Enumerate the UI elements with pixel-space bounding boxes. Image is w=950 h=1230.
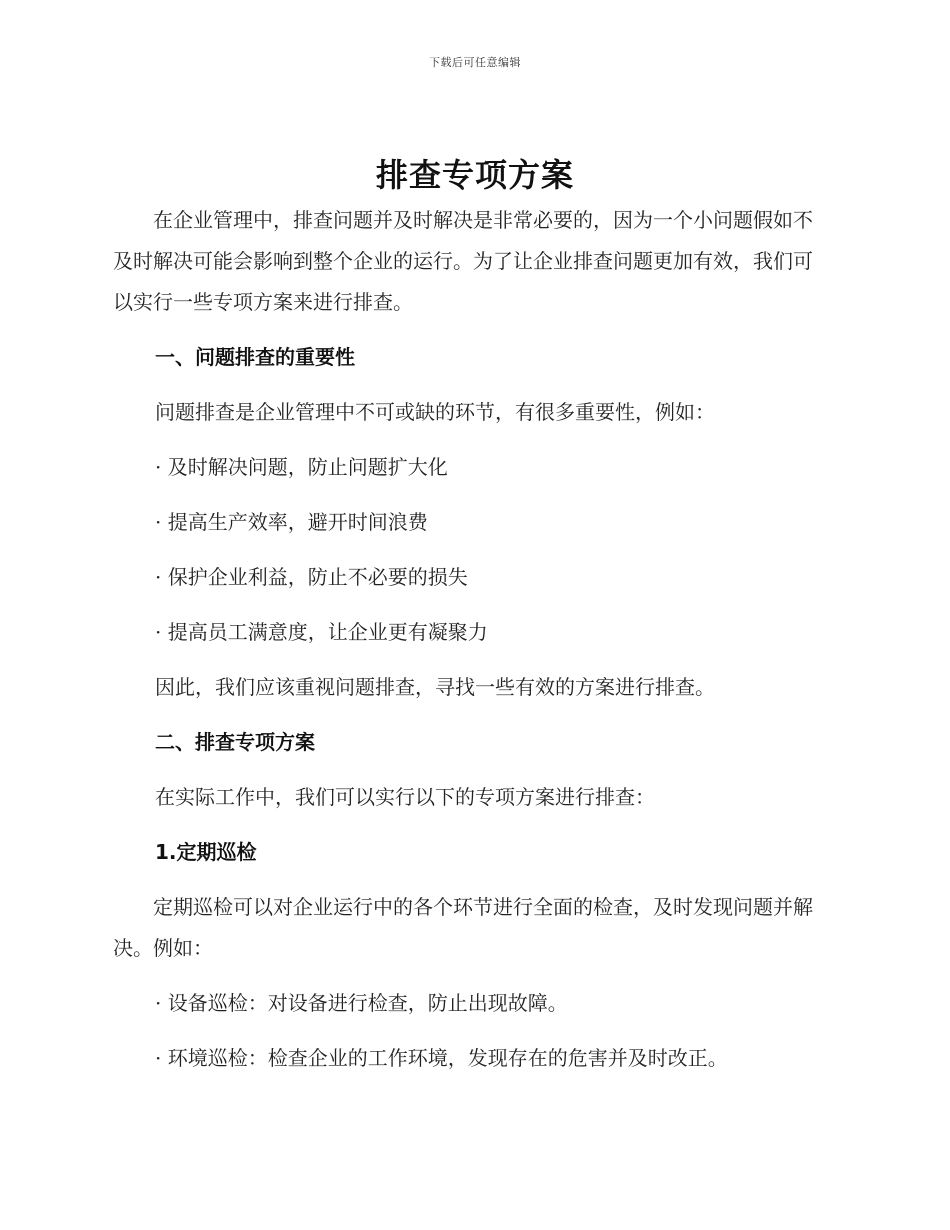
- bullet-item: · 保护企业利益，防止不必要的损失: [155, 565, 468, 589]
- intro-paragraph: 在企业管理中，排查问题并及时解决是非常必要的，因为一个小问题假如不及时解决可能会影响到整个企业的运行。为了让企业排查问题更加有效，我们可以实行一些专项方案来进行排查。: [113, 208, 813, 314]
- section-heading: 一、问题排查的重要性: [155, 345, 355, 369]
- subsection-heading: 1.定期巡检: [155, 840, 257, 864]
- document-title: 排查专项方案: [375, 156, 574, 194]
- bullet-item: · 提高生产效率，避开时间浪费: [155, 510, 428, 534]
- document-body: [113, 200, 830, 1079]
- bullet-item: · 环境巡检：检查企业的工作环境，发现存在的危害并及时改正。: [155, 1046, 728, 1070]
- section-heading: 二、排查专项方案: [155, 730, 315, 754]
- section-lead: 在实际工作中，我们可以实行以下的专项方案进行排查：: [155, 785, 655, 809]
- bullet-item: · 设备巡检：对设备进行检查，防止出现故障。: [155, 991, 568, 1015]
- header-note: 下载后可任意编辑: [429, 56, 521, 69]
- bullet-item: · 提高员工满意度，让企业更有凝聚力: [155, 620, 488, 644]
- subsection-paragraph: 定期巡检可以对企业运行中的各个环节进行全面的检查，及时发现问题并解决。例如：: [113, 895, 813, 960]
- section-conclusion: 因此，我们应该重视问题排查，寻找一些有效的方案进行排查。: [155, 675, 715, 699]
- section-lead: 问题排查是企业管理中不可或缺的环节，有很多重要性，例如：: [155, 400, 715, 424]
- bullet-item: · 及时解决问题，防止问题扩大化: [155, 455, 448, 479]
